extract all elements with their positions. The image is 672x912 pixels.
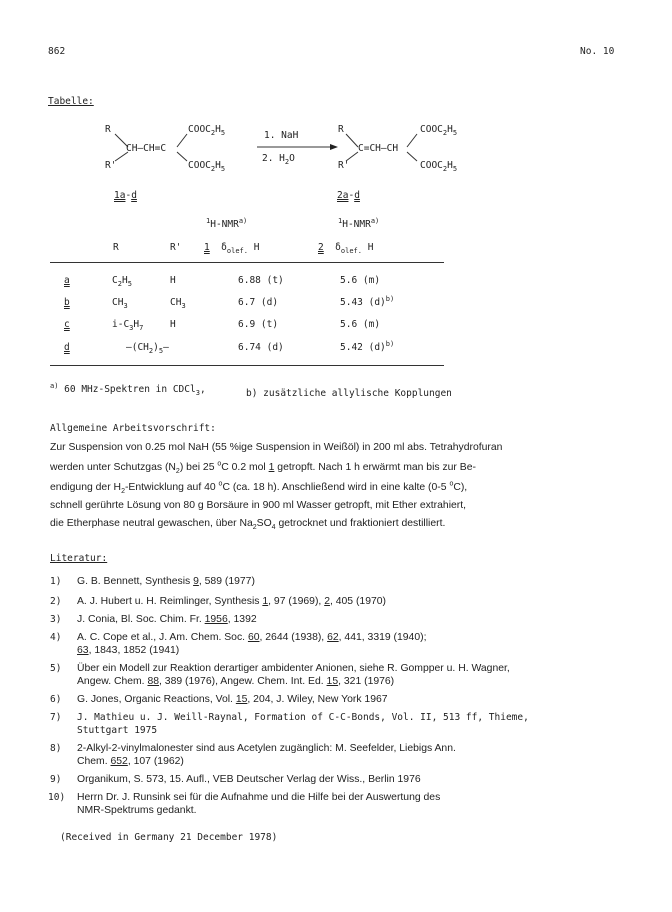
ref-text: 2-Alkyl-2-vinylmalonester sind aus Acetylen zugänglich: M. Seefelder, Liebigs Ann. xyxy=(77,743,456,754)
col-header-delta-2: 2 $\delta_{olef.}$ H xyxy=(318,242,374,255)
row-c-delta-2: 5.6 (m) xyxy=(340,319,381,330)
row-c-delta-1: 6.9 (t) xyxy=(238,319,279,330)
row-d-delta-1: 6.74 (d) xyxy=(238,342,284,353)
ref-number: 4) xyxy=(50,632,62,643)
row-a-id: a xyxy=(64,275,70,286)
row-d-delta-2: 5.42 $(d)^{b)}$ xyxy=(340,339,395,353)
compound-label-right: 2a-d xyxy=(337,190,360,201)
right-cooc-top: $COOC_2H_5$ xyxy=(420,124,458,137)
nmr-header-1: $^1$H-NMR$^{a)}$ xyxy=(206,216,248,230)
right-r: R xyxy=(338,124,344,135)
reaction-arrow-head xyxy=(330,144,338,150)
procedure-line: Zur Suspension von 0.25 mol NaH (55 %ige Suspension in Weißöl) in 200 ml abs. Tetrahydrofuran xyxy=(50,442,503,453)
right-cooc-bottom: $COOC_2H_5$ xyxy=(420,160,458,173)
procedure-line: endigung der $H_2$-Entwicklung auf 40 $^o$C (ca. 18 h). Anschließend wird in eine kalte (0-5 $^o$C), xyxy=(50,480,468,496)
table-rule-top xyxy=(50,262,444,263)
ref-number: 2) xyxy=(50,596,62,607)
ref-text: A. J. Hubert u. H. Reimlinger, Synthesis 1, 97 (1969), 2, 405 (1970) xyxy=(77,596,387,607)
ref-number: 7) xyxy=(50,712,62,723)
left-r-prime: R' xyxy=(105,160,117,171)
ref-text: Angew. Chem. 88, 389 (1976), Angew. Chem. Int. Ed. 15, 321 (1976) xyxy=(77,676,395,687)
row-d-id: d xyxy=(64,342,70,353)
procedure-line: werden unter Schutzgas $(N_2)$ bei 25 $^o$C 0.2 mol 1 getropft. Nach 1 h erwärmt man bis zur Be- xyxy=(50,460,476,476)
footnote-b: b) zusätzliche allylische Kopplungen xyxy=(246,388,452,399)
left-cooc-top: $COOC_2H_5$ xyxy=(188,124,226,137)
ref-text: Stuttgart 1975 xyxy=(77,725,158,736)
ref-number: 8) xyxy=(50,743,62,754)
literature-heading: Literatur: xyxy=(50,553,108,564)
ref-text: G. B. Bennett, Synthesis 9, 589 (1977) xyxy=(77,576,255,587)
ref-text: Organikum, S. 573, 15. Aufl., VEB Deutscher Verlag der Wiss., Berlin 1976 xyxy=(77,774,421,785)
received-note: (Received in Germany 21 December 1978) xyxy=(60,832,278,843)
left-cooc-bottom: $COOC_2H_5$ xyxy=(188,160,226,173)
bond-right-r xyxy=(346,134,358,147)
reagent-2: 2. $H_2O$ xyxy=(262,153,295,166)
bond-left-cooc-top xyxy=(177,134,187,147)
ref-text: A. C. Cope et al., J. Am. Chem. Soc. 60, 2644 (1938), 62, 441, 3319 (1940); xyxy=(77,632,427,643)
ref-text: Über ein Modell zur Reaktion derartiger ambidenter Anionen, siehe R. Gompper u. H. Wagner, xyxy=(77,663,510,674)
ref-text: NMR-Spektrums gedankt. xyxy=(77,805,197,816)
ref-number: 6) xyxy=(50,694,62,705)
col-header-r-prime: R' xyxy=(170,242,182,253)
procedure-line: schnell gerührte Lösung von 80 g Borsäure in 900 ml Wasser getropft, mit Ether extrahiert, xyxy=(50,500,467,511)
table-rule-bottom xyxy=(50,365,444,366)
row-a-r-prime: H xyxy=(170,275,176,286)
ref-text: Herrn Dr. J. Runsink sei für die Aufnahme und die Hilfe bei der Auswertung des xyxy=(77,792,441,803)
table-caption: Tabelle: xyxy=(48,96,94,107)
row-a-delta-2: 5.6 (m) xyxy=(340,275,381,286)
footnote-a: $^{a)}$ 60 MHz-Spektren in CDCl$_3$, xyxy=(50,381,206,397)
row-b-r: $CH_3$ xyxy=(112,297,128,310)
ref-number: 1) xyxy=(50,576,62,587)
row-b-id: b xyxy=(64,297,70,308)
ref-number: 10) xyxy=(48,792,66,803)
ref-text: G. Jones, Organic Reactions, Vol. 15, 204, J. Wiley, New York 1967 xyxy=(77,694,388,705)
bond-right-cooc-bottom xyxy=(407,152,417,161)
left-backbone: CH–CH=C xyxy=(126,143,167,154)
row-c-r-prime: H xyxy=(170,319,176,330)
ref-text: Chem. 652, 107 (1962) xyxy=(77,756,184,767)
nmr-header-2: $^1$H-NMR$^{a)}$ xyxy=(338,216,380,230)
col-header-r: R xyxy=(113,242,119,253)
reaction-scheme xyxy=(0,0,672,230)
page-number: 862 xyxy=(48,46,66,57)
compound-label-left: 1a-d xyxy=(114,190,137,201)
row-c-r: $i-C_3H_7$ xyxy=(112,319,144,332)
row-b-delta-1: 6.7 (d) xyxy=(238,297,279,308)
procedure-line: die Etherphase neutral gewaschen, über $Na_2SO_4$ getrocknet und fraktioniert destilliert. xyxy=(50,518,446,532)
bond-left-cooc-bottom xyxy=(177,152,187,161)
row-c-id: c xyxy=(64,319,70,330)
row-b-delta-2: 5.43 $(d)^{b)}$ xyxy=(340,294,395,308)
col-header-delta-1: 1 $\delta_{olef.}$ H xyxy=(204,242,260,255)
procedure-heading: Allgemeine Arbeitsvorschrift: xyxy=(50,423,216,434)
issue-number: No. 10 xyxy=(580,46,615,57)
ref-number: 5) xyxy=(50,663,62,674)
ref-number: 9) xyxy=(50,774,62,785)
right-r-prime: R' xyxy=(338,160,350,171)
row-d-r: $-(CH_2)_5-$ xyxy=(126,342,169,355)
row-a-delta-1: 6.88 (t) xyxy=(238,275,284,286)
ref-text: J. Mathieu u. J. Weill-Raynal, Formation of C-C-Bonds, Vol. II, 513 ff, Thieme, xyxy=(77,712,529,723)
ref-text: 63, 1843, 1852 (1941) xyxy=(77,645,180,656)
ref-text: J. Conia, Bl. Soc. Chim. Fr. 1956, 1392 xyxy=(77,614,257,625)
ref-number: 3) xyxy=(50,614,62,625)
row-a-r: $C_2H_5$ xyxy=(112,275,132,288)
right-backbone: C=CH–CH xyxy=(358,143,399,154)
left-r: R xyxy=(105,124,111,135)
bond-right-cooc-top xyxy=(407,134,417,147)
reagent-1: 1. NaH xyxy=(264,130,299,141)
row-b-r-prime: $CH_3$ xyxy=(170,297,186,310)
